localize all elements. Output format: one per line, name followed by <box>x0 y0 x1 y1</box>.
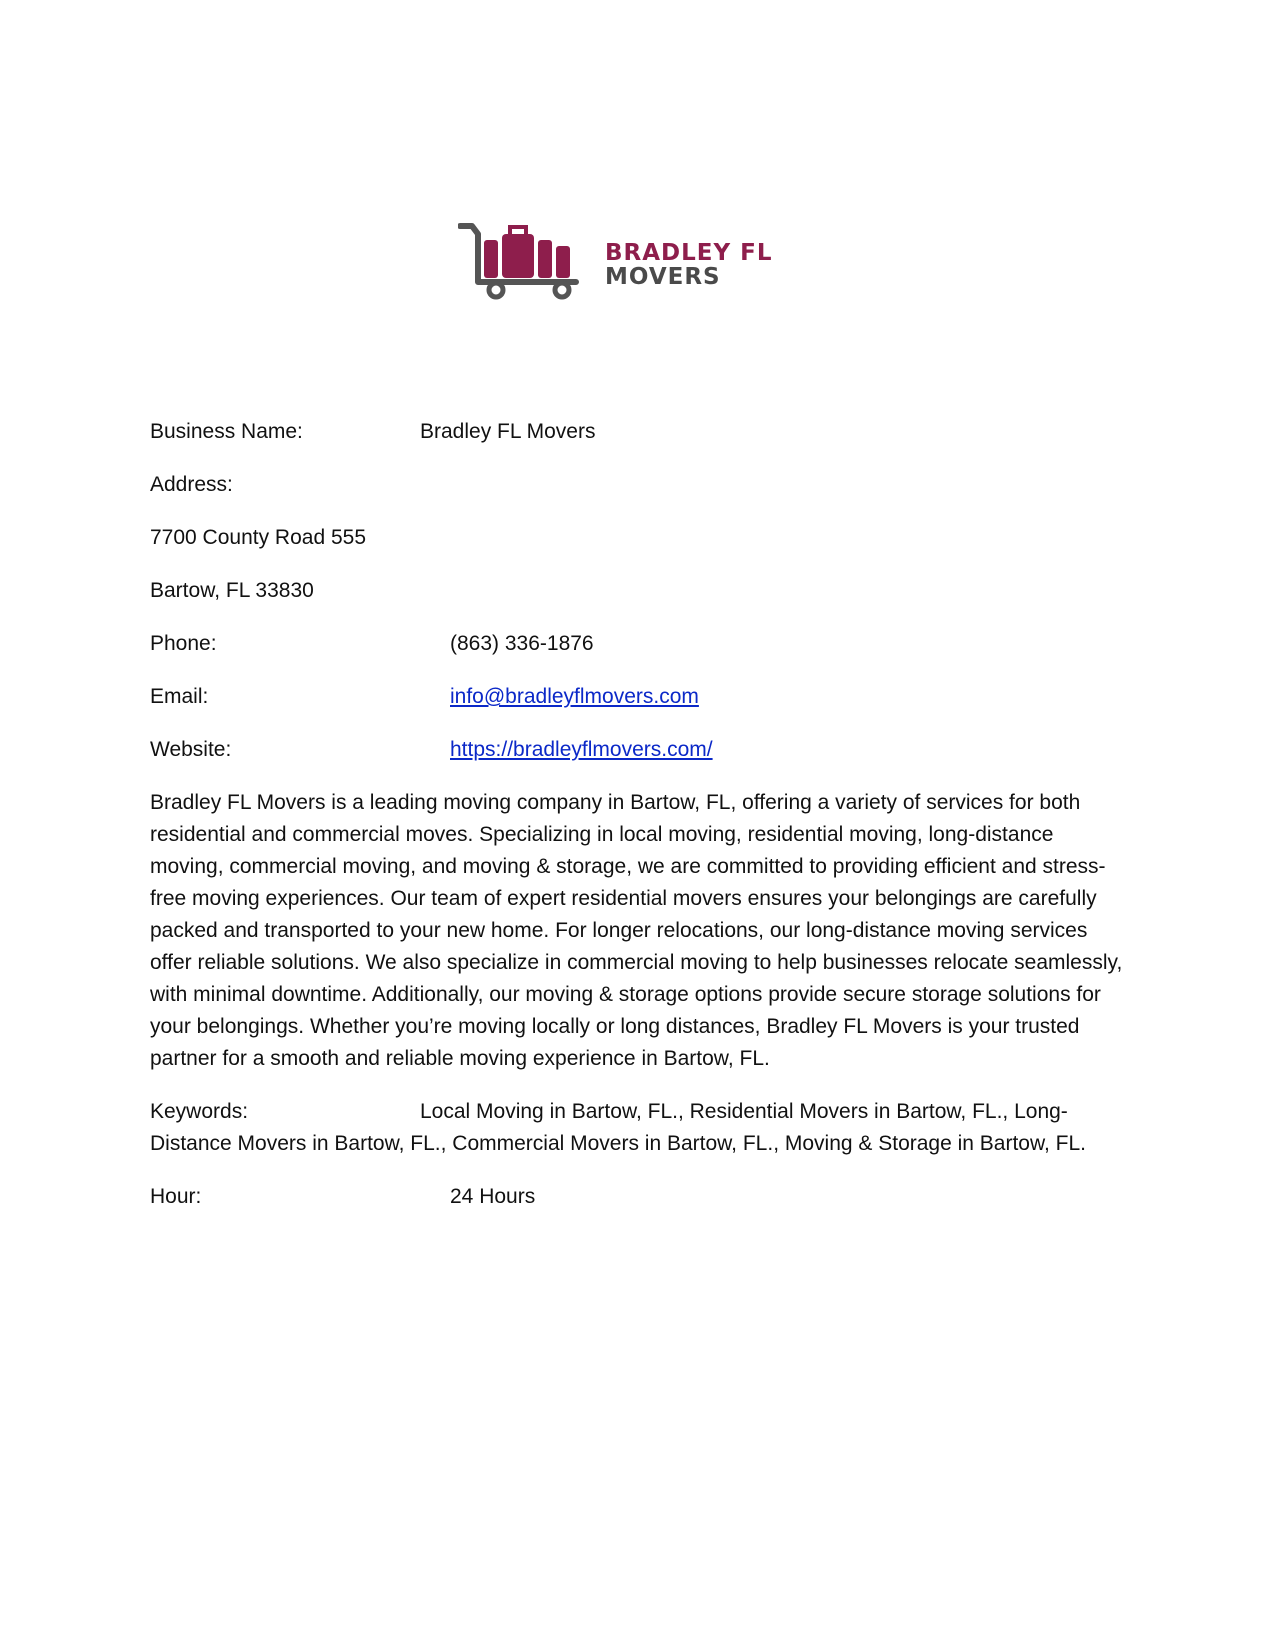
logo-wordmark <box>605 241 773 289</box>
address-street: 7700 County Road 555 <box>150 526 366 549</box>
business-name-value: Bradley FL Movers <box>420 420 596 443</box>
phone-value: (863) 336-1876 <box>450 632 594 655</box>
website-row <box>150 734 1130 766</box>
business-listing <box>150 416 1130 1234</box>
email-label: Email: <box>150 685 209 708</box>
business-name-row <box>150 416 1130 448</box>
website-label: Website: <box>150 738 232 761</box>
keywords-value: Local Moving in Bartow, FL., Residential Movers in Bartow, FL., Long-Distance Movers in Bartow, FL., Commercial Movers in Bartow, FL., Moving & Storage in Bartow, FL. <box>150 1100 1087 1155</box>
email-row <box>150 681 1130 713</box>
luggage-cart-icon <box>458 220 588 300</box>
phone-row <box>150 628 1130 660</box>
email-link[interactable]: info@bradleyflmovers.com <box>450 685 699 708</box>
hours-label: Hour: <box>150 1185 202 1208</box>
address-label: Address: <box>150 473 233 496</box>
website-link[interactable]: https://bradleyflmovers.com/ <box>450 738 713 761</box>
logo-line-2: MOVERS <box>605 264 721 290</box>
hours-value: 24 Hours <box>450 1185 536 1208</box>
business-name-label: Business Name: <box>150 420 303 443</box>
business-description: Bradley FL Movers is a leading moving company in Bartow, FL, offering a variety of services for both residential and commercial moves. Specializing in local moving, residential moving, long-distance moving, commercial moving, and moving & storage, we are committed to providing efficient and stress-free moving experiences. Our team of expert residential movers ensures your belongings are carefully packed and transported to your new home. For longer relocations, our long-distance moving services offer reliable solutions. We also specialize in commercial moving to help businesses relocate seamlessly, with minimal downtime. Additionally, our moving & storage options provide secure storage solutions for your belongings. Whether you’re moving locally or long distances, Bradley FL Movers is your trusted partner for a smooth and reliable moving experience in Bartow, FL. <box>150 791 1123 1070</box>
keywords-label: Keywords: <box>150 1100 249 1123</box>
company-logo <box>458 220 838 300</box>
hours-row <box>150 1181 1130 1213</box>
address-city-line: Bartow, FL 33830 <box>150 579 314 602</box>
logo-line-1: BRADLEY FL <box>605 240 773 266</box>
phone-label: Phone: <box>150 632 217 655</box>
keywords-row <box>150 1096 1130 1160</box>
